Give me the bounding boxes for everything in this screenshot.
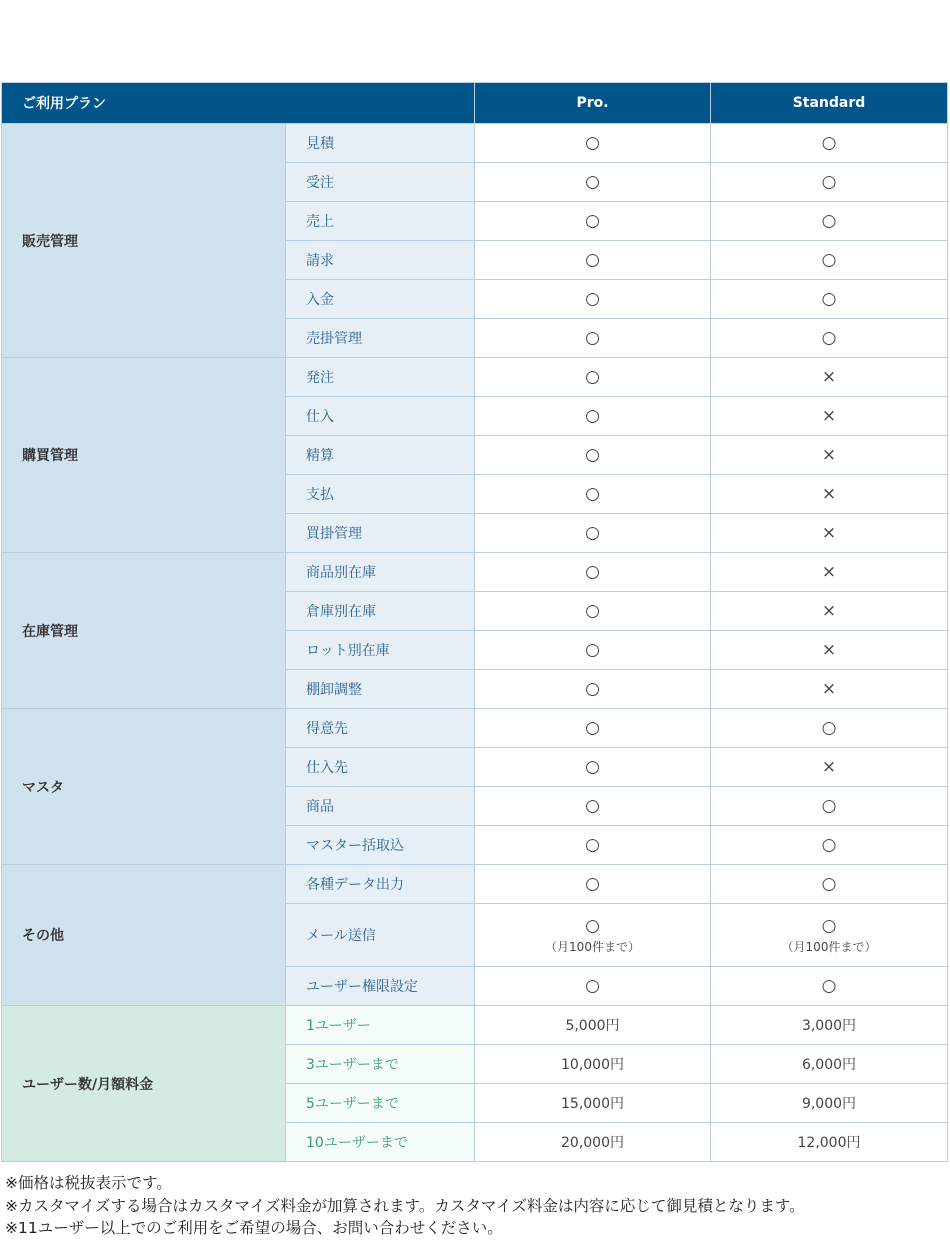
feature-cell: 3ユーザーまで (286, 1045, 475, 1084)
pro-value-cell (475, 475, 711, 514)
standard-value-cell (711, 748, 948, 787)
availability-mark: ○ (821, 915, 837, 936)
table-row (2, 358, 948, 397)
pro-header: Pro. (475, 83, 711, 124)
table-row (2, 709, 948, 748)
pro-value-cell (475, 124, 711, 163)
standard-value-cell (711, 1006, 948, 1045)
feature-cell: 5ユーザーまで (286, 1084, 475, 1123)
feature-cell: 売上 (286, 202, 475, 241)
standard-value-cell (711, 436, 948, 475)
category-cell: 在庫管理 (2, 553, 286, 709)
category-cell: 購買管理 (2, 358, 286, 553)
availability-mark: ○ (585, 835, 600, 855)
availability-mark: ○ (585, 915, 600, 936)
standard-value-cell (711, 358, 948, 397)
standard-value-cell (711, 865, 948, 904)
availability-mark: × (821, 679, 837, 699)
availability-mark: ○ (585, 976, 600, 996)
availability-mark: ○ (821, 328, 837, 348)
plan-comparison-table (1, 82, 948, 1162)
availability-mark: ○ (585, 874, 600, 894)
feature-cell: 得意先 (286, 709, 475, 748)
availability-mark: ○ (821, 250, 837, 270)
category-cell: その他 (2, 865, 286, 1006)
availability-mark: × (821, 445, 837, 465)
availability-mark: × (821, 757, 837, 777)
availability-mark: × (821, 640, 837, 660)
limit-note: （月100件まで） (781, 939, 877, 954)
pro-value-cell (475, 553, 711, 592)
price-value: 20,000円 (561, 1135, 624, 1151)
standard-value-cell (711, 280, 948, 319)
feature-cell: 商品別在庫 (286, 553, 475, 592)
availability-mark: × (821, 406, 837, 426)
standard-value-cell (711, 553, 948, 592)
standard-value-cell (711, 904, 948, 967)
availability-mark: ○ (585, 250, 600, 270)
availability-mark: ○ (585, 757, 600, 777)
availability-mark: ○ (585, 640, 600, 660)
availability-mark: ○ (585, 718, 600, 738)
standard-value-cell (711, 397, 948, 436)
availability-mark: × (821, 601, 837, 621)
category-cell: ユーザー数/月額料金 (2, 1006, 286, 1162)
availability-mark: ○ (585, 211, 600, 231)
standard-value-cell (711, 670, 948, 709)
pro-value-cell (475, 514, 711, 553)
pro-value-cell (475, 1084, 711, 1123)
availability-mark: ○ (821, 133, 837, 153)
standard-value-cell (711, 709, 948, 748)
feature-cell: 精算 (286, 436, 475, 475)
feature-cell: 1ユーザー (286, 1006, 475, 1045)
pro-value-cell (475, 709, 711, 748)
pro-value-cell (475, 241, 711, 280)
availability-mark: ○ (821, 835, 837, 855)
table-row (2, 553, 948, 592)
feature-cell: 請求 (286, 241, 475, 280)
price-value: 10,000円 (561, 1057, 624, 1073)
standard-value-cell (711, 967, 948, 1006)
price-value: 12,000円 (797, 1135, 861, 1151)
pro-value-cell (475, 202, 711, 241)
availability-mark: ○ (821, 796, 837, 816)
pro-value-cell (475, 748, 711, 787)
standard-value-cell (711, 1045, 948, 1084)
availability-mark: ○ (821, 172, 837, 192)
standard-value-cell (711, 826, 948, 865)
price-value: 15,000円 (561, 1096, 624, 1112)
table-row (2, 1006, 948, 1045)
feature-cell: 入金 (286, 280, 475, 319)
availability-mark: × (821, 367, 837, 387)
availability-mark: × (821, 484, 837, 504)
availability-mark: ○ (585, 562, 600, 582)
category-cell: 販売管理 (2, 124, 286, 358)
pro-value-cell (475, 280, 711, 319)
price-value: 9,000円 (801, 1096, 857, 1112)
footnotes (5, 1172, 805, 1240)
feature-cell: 買掛管理 (286, 514, 475, 553)
availability-mark: × (821, 562, 837, 582)
pro-value-cell (475, 1045, 711, 1084)
availability-mark: ○ (585, 445, 600, 465)
availability-mark: ○ (821, 211, 837, 231)
feature-cell: 商品 (286, 787, 475, 826)
pro-value-cell (475, 397, 711, 436)
availability-mark: ○ (585, 367, 600, 387)
availability-mark: ○ (585, 484, 600, 504)
pro-value-cell (475, 904, 711, 967)
standard-value-cell (711, 124, 948, 163)
feature-cell: 各種データ出力 (286, 865, 475, 904)
availability-mark: × (821, 523, 837, 543)
pro-value-cell (475, 670, 711, 709)
feature-cell: 仕入 (286, 397, 475, 436)
pro-value-cell (475, 358, 711, 397)
standard-value-cell (711, 163, 948, 202)
standard-value-cell (711, 631, 948, 670)
feature-cell: 倉庫別在庫 (286, 592, 475, 631)
availability-mark: ○ (821, 718, 837, 738)
feature-cell: ロット別在庫 (286, 631, 475, 670)
feature-cell: ユーザー権限設定 (286, 967, 475, 1006)
feature-cell: 発注 (286, 358, 475, 397)
standard-value-cell (711, 592, 948, 631)
price-value: 6,000円 (801, 1057, 857, 1073)
availability-mark: ○ (585, 679, 600, 699)
feature-cell: 支払 (286, 475, 475, 514)
feature-cell: 受注 (286, 163, 475, 202)
standard-value-cell (711, 787, 948, 826)
pro-value-cell (475, 163, 711, 202)
feature-cell: マスター括取込 (286, 826, 475, 865)
price-value: 5,000円 (565, 1018, 620, 1034)
feature-cell: 10ユーザーまで (286, 1123, 475, 1162)
feature-cell: 棚卸調整 (286, 670, 475, 709)
standard-value-cell (711, 319, 948, 358)
feature-cell: 仕入先 (286, 748, 475, 787)
pro-value-cell (475, 826, 711, 865)
pro-value-cell (475, 592, 711, 631)
standard-value-cell (711, 241, 948, 280)
availability-mark: ○ (821, 289, 837, 309)
standard-header: Standard (711, 83, 948, 124)
pro-value-cell (475, 967, 711, 1006)
pro-value-cell (475, 1006, 711, 1045)
limit-note: （月100件まで） (545, 939, 640, 954)
pro-value-cell (475, 865, 711, 904)
table-row (2, 124, 948, 163)
feature-cell: 売掛管理 (286, 319, 475, 358)
availability-mark: ○ (585, 796, 600, 816)
standard-value-cell (711, 1084, 948, 1123)
price-value: 3,000円 (801, 1018, 857, 1034)
standard-value-cell (711, 475, 948, 514)
table-row (2, 865, 948, 904)
standard-value-cell (711, 514, 948, 553)
availability-mark: ○ (585, 289, 600, 309)
availability-mark: ○ (585, 133, 600, 153)
availability-mark: ○ (821, 874, 837, 894)
pro-value-cell (475, 319, 711, 358)
availability-mark: ○ (585, 601, 600, 621)
availability-mark: ○ (585, 172, 600, 192)
category-cell: マスタ (2, 709, 286, 865)
feature-cell: 見積 (286, 124, 475, 163)
standard-value-cell (711, 202, 948, 241)
footnote: ※11ユーザー以上でのご利用をご希望の場合、お問い合わせください。 (5, 1219, 503, 1237)
table-header-row (2, 83, 948, 124)
pro-value-cell (475, 436, 711, 475)
footnote: ※価格は税抜表示です。 (5, 1174, 172, 1192)
pro-value-cell (475, 1123, 711, 1162)
plan-header: ご利用プラン (2, 83, 475, 124)
pro-value-cell (475, 631, 711, 670)
pro-value-cell (475, 787, 711, 826)
standard-value-cell (711, 1123, 948, 1162)
feature-cell: メール送信 (286, 904, 475, 967)
availability-mark: ○ (585, 406, 600, 426)
availability-mark: ○ (585, 523, 600, 543)
footnote: ※カスタマイズする場合はカスタマイズ料金が加算されます。カスタマイズ料金は内容に応じて御見積となります。 (5, 1196, 805, 1215)
availability-mark: ○ (821, 976, 837, 996)
availability-mark: ○ (585, 328, 600, 348)
